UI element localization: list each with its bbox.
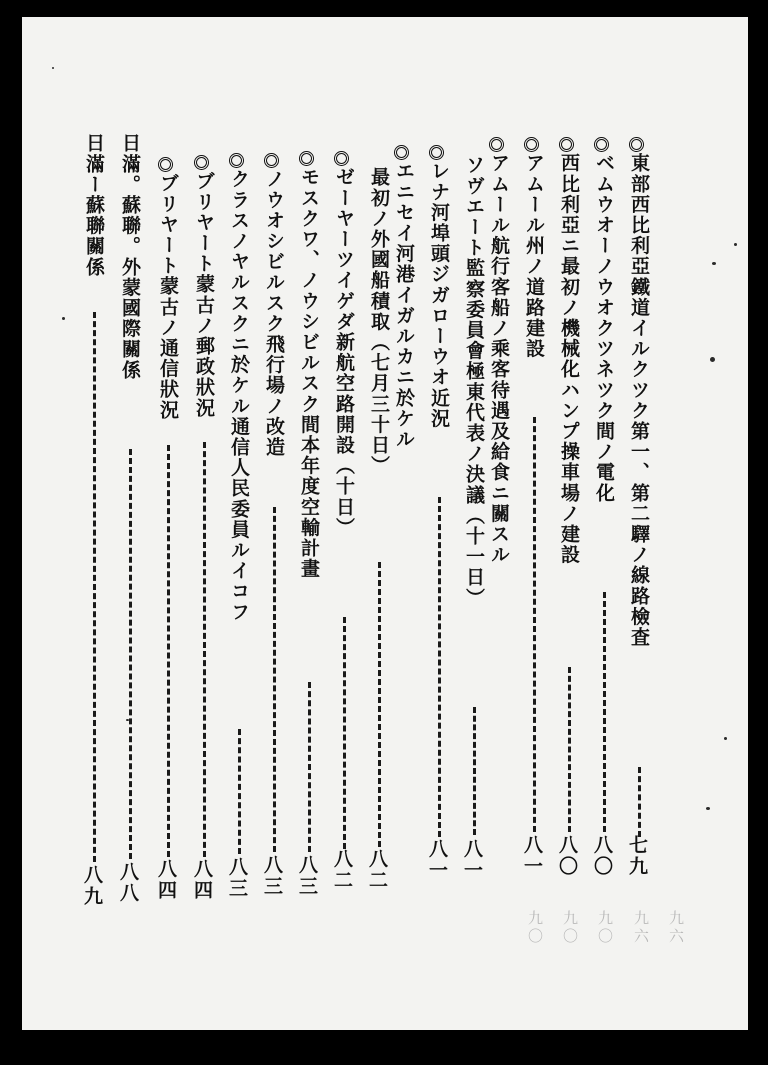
double-circle-marker [299,151,314,166]
dot-leader [603,592,606,832]
dot-leader [93,312,96,862]
dot-leader [129,449,132,859]
bleed-through-number: 九六 [667,910,685,946]
toc-page-number: 八二 [366,849,388,891]
toc-entry-title: ブリヤート蒙古ノ通信狀況 [157,173,179,421]
bleed-through-number: 九〇 [561,910,579,946]
toc-entry-title: 日滿。蘇聯。外蒙國際關係 [119,133,141,381]
double-circle-marker [559,137,574,152]
scan-speck [734,243,737,246]
scan-speck [52,67,54,69]
double-circle-marker [264,153,279,168]
toc-page-number: 八三 [226,857,248,899]
dot-leader [378,562,381,847]
dot-leader [308,682,311,852]
double-circle-marker [394,145,409,160]
toc-page-number: 八四 [155,859,177,901]
double-circle-marker [158,157,173,172]
dot-leader [438,497,441,837]
toc-page-number: 八一 [426,839,448,881]
scan-speck [706,807,710,810]
toc-entry-title: 日滿ー蘇聯關係 [83,133,105,278]
toc-entry-title: ベムウオーノウオクツネツク間ノ電化 [593,153,615,504]
bleed-through-number: 九六 [632,910,650,946]
dot-leader [203,442,206,857]
toc-entry-title: クラスノヤルスクニ於ケル通信人民委員ルイコフ [228,169,250,623]
toc-page-number: 七九 [626,835,648,877]
double-circle-marker [629,137,644,152]
dot-leader [343,617,346,849]
bleed-through-number: 九〇 [526,910,544,946]
double-circle-marker [334,151,349,166]
toc-entry-title: ソヴエート監察委員會極東代表ノ決議（十一日） [463,155,485,609]
toc-page-number: 八〇 [556,835,578,877]
scan-speck [724,737,727,740]
dot-leader [238,729,241,854]
toc-page-number: 八三 [296,855,318,897]
toc-entry-title: 西比利亞ニ最初ノ機械化ハンプ操車場ノ建設 [558,153,580,565]
dot-leader [167,445,170,857]
scan-speck [710,357,715,362]
double-circle-marker [524,137,539,152]
toc-entry-title: エニセイ河港イガルカニ於ケル [393,161,415,450]
double-circle-marker [429,145,444,160]
toc-page-number: 八二 [331,849,353,891]
dot-leader [273,507,276,852]
toc-entry-title: アムール州ノ道路建設 [523,153,545,359]
toc-page-number: 八八 [117,862,139,904]
scan-speck [62,317,65,320]
toc-page-number: 八〇 [591,835,613,877]
toc-page-number: 八四 [191,859,213,901]
double-circle-marker [229,153,244,168]
double-circle-marker [594,137,609,152]
toc-entry-title: 東部西比利亞鐵道イルクツク第一、第二驛ノ線路檢査 [628,153,650,648]
scanned-page [22,17,748,1030]
toc-entry-title: アムール航行客船ノ乘客待遇及給食ニ關スル [488,153,510,565]
toc-entry-title: レナ河埠頭ジガローウオ近況 [428,161,450,429]
toc-page-number: 八三 [261,855,283,897]
toc-page-number: 八一 [521,835,543,877]
toc-entry-title: モスクワ、ノウシビルスク間本年度空輸計畫 [298,167,320,579]
dot-leader [638,767,641,837]
dot-leader [533,417,536,832]
dot-leader [473,707,476,835]
dot-leader [568,667,571,832]
toc-entry-title: ノウオシビルスク飛行場ノ改造 [263,169,285,458]
toc-entry-title: ゼーヤーツイゲダ新航空路開設（十日） [333,167,355,538]
double-circle-marker [489,137,504,152]
toc-entry-title: ブリヤート蒙古ノ郵政狀況 [193,171,215,419]
bleed-through-number: 九〇 [596,910,614,946]
toc-page-number: 八一 [461,839,483,881]
double-circle-marker [194,155,209,170]
toc-entry-title: 最初ノ外國船積取（七月三十日） [368,167,390,476]
toc-page-number: 八九 [81,865,103,907]
scan-speck [712,262,716,265]
